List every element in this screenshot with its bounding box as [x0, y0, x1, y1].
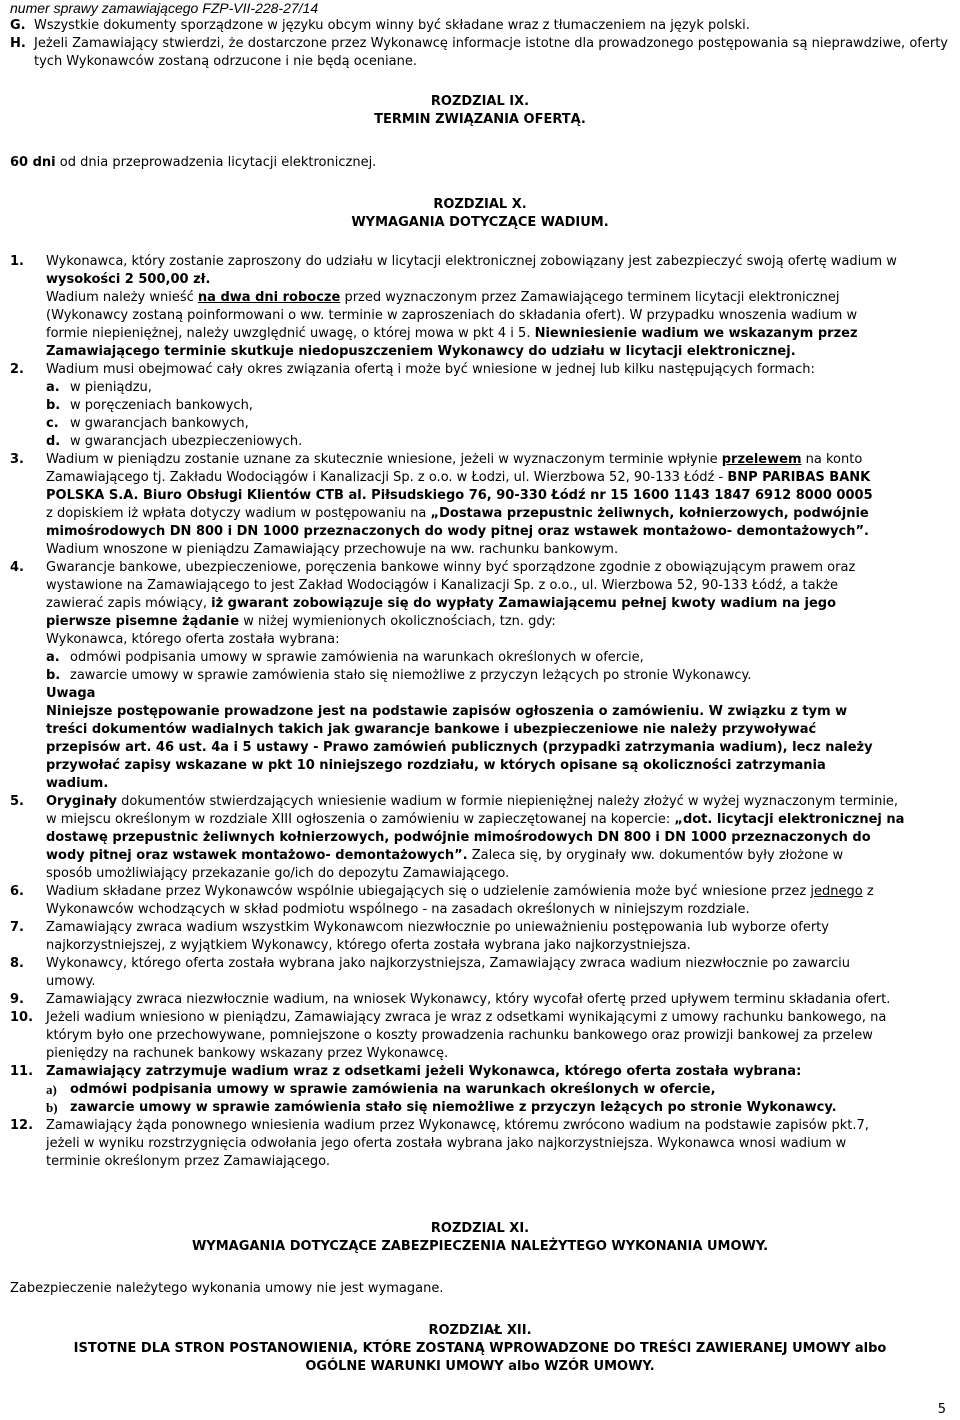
point-8-num: 8.	[10, 956, 24, 971]
point-5-line1	[46, 793, 898, 810]
point-10-line2: którym było one przechowywane, pomniejszone o koszty prowadzenia rachunku bankowego oraz prowizji bankowej za przelew	[46, 1028, 873, 1043]
point-6-line1-underline: jednego	[810, 884, 863, 899]
point-1-line6: Zamawiającego terminie skutkuje niedopuszczeniem Wykonawcy do udziału w licytacji elektronicznej.	[46, 344, 796, 359]
point-5-line4-b: Zaleca się, by oryginały ww. dokumentów były złożone w	[471, 848, 844, 863]
item-h-text: Jeżeli Zamawiający stwierdzi, że dostarczone przez Wykonawcę informacje istotne dla prowadzonego postępowania są nieprawdziwe, oferty tych Wykonawców zostaną odrzucone i nie będą oceniane.	[34, 36, 948, 69]
point-2d-text: w gwarancjach ubezpieczeniowych.	[70, 434, 303, 449]
point-3-line2-a: Zamawiającego tj. Zakładu Wodociągów i Kanalizacji Sp. z o.o. w Łodzi, ul. Wierzbowa 52, 90-133 Łódź -	[46, 470, 724, 485]
point-2c-text: w gwarancjach bankowych,	[70, 416, 249, 431]
point-4a-label: a.	[46, 650, 60, 665]
point-5-line2-b: „dot. licytacji elektronicznej na	[674, 812, 905, 827]
section-xi-text: Zabezpieczenie należytego wykonania umowy nie jest wymagane.	[10, 1281, 444, 1296]
point-6-num: 6.	[10, 884, 24, 899]
point-12-num: 12.	[10, 1118, 34, 1133]
point-4-line3	[46, 595, 836, 612]
point-4-line3-b: iż gwarant zobowiązuje się do wypłaty Zamawiającemu pełnej kwoty wadium na jego	[211, 596, 837, 611]
point-3-line4-a: z dopiskiem iż wpłata dotyczy wadium w postępowaniu na	[46, 506, 427, 521]
point-1-line4-a: (Wykonawcy zostaną poinformowani o ww. terminie w zaproszeniach do składania ofert).	[46, 308, 626, 323]
item-g-label: G.	[10, 18, 26, 33]
point-1-line3-underline: na dwa dni robocze	[197, 290, 341, 305]
point-12-line1: Zamawiający żąda ponownego wniesienia wadium przez Wykonawcę, któremu zwrócono wadium na podstawie zapisów pkt.7,	[46, 1118, 869, 1133]
point-2d-label: d.	[46, 434, 61, 449]
point-3-line1-a: Wadium w pieniądzu zostanie uznane za skutecznie wniesione, jeżeli w wyznaczonym terminie wpłynie	[46, 452, 718, 467]
section-xi-title: ROZDZIAL XI.	[430, 1221, 530, 1236]
point-2b-text: w poręczeniach bankowych,	[70, 398, 253, 413]
binding-period-days: 60 dni	[10, 155, 56, 170]
uwaga-line1: Niniejsze postępowanie prowadzone jest na podstawie zapisów ogłoszenia o zamówieniu. W związku z tym w	[46, 704, 848, 719]
point-5-line1-a: Oryginały	[46, 794, 118, 809]
uwaga-line4: przywołać zapisy wskazane w pkt 10 niniejszego rozdziału, w których opisane są okoliczności zatrzymania	[46, 758, 826, 773]
point-4-line2: wystawione na Zamawiającego to jest Zakład Wodociągów i Kanalizacji Sp. z o.o., ul. Wierzbowa 52, 90-133 Łódź, a także	[46, 578, 838, 593]
point-8-line2: umowy.	[46, 974, 96, 989]
point-3-line4	[46, 505, 869, 522]
point-1-line5-b: Niewniesienie wadium we wskazanym przez	[534, 326, 858, 341]
point-1-line5	[46, 325, 858, 342]
point-4-line3-a: zawierać zapis mówiący,	[46, 596, 207, 611]
point-2c-label: c.	[46, 416, 59, 431]
point-11a-text: odmówi podpisania umowy w sprawie zamówienia na warunkach określonych w ofercie,	[70, 1082, 716, 1097]
point-1-line2: wysokości 2 500,00 zł.	[46, 272, 211, 287]
point-11a-label: a)	[46, 1082, 57, 1097]
section-x-title: ROZDZIAL X.	[433, 197, 527, 212]
point-11b-text: zawarcie umowy w sprawie zamówienia stało się niemożliwe z przyczyn leżących po stronie Wykonawcy.	[70, 1100, 837, 1115]
point-11-line1: Zamawiający zatrzymuje wadium wraz z odsetkami jeżeli Wykonawca, którego oferta została wybrana:	[46, 1064, 802, 1079]
uwaga-line2: treści dokumentów wadialnych takich jak gwarancje bankowe i ubezpieczeniowe nie należy przywoływać	[46, 722, 817, 737]
point-6-line1-b: z	[866, 884, 874, 899]
uwaga-line5: wadium.	[46, 776, 109, 791]
page-number: 5	[937, 1402, 946, 1417]
point-1-line1: Wykonawca, który zostanie zaproszony do udziału w licytacji elektronicznej zobowiązany jest zabezpieczyć swoją ofertę wadium w	[46, 254, 897, 269]
point-3-bank: BNP PARIBAS BANK	[727, 470, 871, 485]
point-10-num: 10.	[10, 1010, 34, 1025]
point-4-line4-a: pierwsze pisemne żądanie	[46, 614, 240, 629]
point-12-line2: jeżeli w wyniku rozstrzygnięcia odwołania jego oferta została wybrana jako najkorzystniejsza. Wykonawca wnosi wadium w	[46, 1136, 847, 1151]
point-6-line1	[46, 883, 874, 900]
section-xi-subtitle: WYMAGANIA DOTYCZĄCE ZABEZPIECZENIA NALEŻYTEGO WYKONANIA UMOWY.	[191, 1239, 769, 1254]
point-10-line1: Jeżeli wadium wniesiono w pieniądzu, Zamawiający zwraca je wraz z odsetkami wynikającymi z umowy rachunku bankowego, na	[46, 1010, 887, 1025]
point-1-line3-a: Wadium należy wnieść	[46, 290, 194, 305]
point-5-num: 5.	[10, 794, 24, 809]
point-2b-label: b.	[46, 398, 61, 413]
point-1-line3	[46, 289, 839, 306]
point-2a-label: a.	[46, 380, 60, 395]
document-header: numer sprawy zamawiającego FZP-VII-228-27/14	[10, 0, 319, 16]
point-9-num: 9.	[10, 992, 24, 1007]
point-5-line2	[46, 811, 904, 828]
point-4-line5: Wykonawca, którego oferta została wybrana:	[46, 632, 340, 647]
point-3-transfer: przelewem	[721, 452, 802, 467]
point-3-line3: POLSKA S.A. Biuro Obsługi Klientów CTB al. Piłsudskiego 76, 90-330 Łódź nr 15 1600 1143 1847 6912 8000 0005	[46, 488, 873, 503]
point-1-line4	[46, 307, 857, 324]
point-3-line5: mimośrodowych DN 800 i DN 1000 przeznaczonych do wody pitnej oraz wstawek montażowo- demontażowych”.	[46, 524, 869, 539]
point-5-line3: dostawę przepustnic żeliwnych kołnierzowych, podwójnie mimośrodowych DN 800 i DN 1000 przeznaczonych do	[46, 830, 871, 845]
point-2-num: 2.	[10, 362, 24, 377]
point-6-line2: Wykonawców wchodzących w skład podmiotu wspólnego - na zasadach określonych w niniejszym rozdziale.	[46, 902, 750, 917]
point-3-line1	[46, 451, 862, 468]
point-6-line1-a: Wadium składane przez Wykonawców wspólnie ubiegających się o udzielenie zamówienia może być wniesione przez	[46, 884, 807, 899]
point-3-line1-b: na konto	[805, 452, 863, 467]
point-1-line4-b: W przypadku wnoszenia wadium w	[629, 308, 858, 323]
section-ix-title: ROZDZIAL IX.	[430, 94, 530, 109]
section-xii-title: ROZDZIAŁ XII.	[428, 1323, 532, 1338]
point-11-num: 11.	[10, 1064, 34, 1079]
point-3-line2	[46, 469, 870, 486]
point-5-line4	[46, 847, 843, 864]
point-5-line2-a: w miejscu określonym w rozdziale XIII ogłoszenia o zamówieniu w zapieczętowanej na kopercie:	[46, 812, 671, 827]
uwaga-label: Uwaga	[46, 686, 96, 701]
point-4a-text: odmówi podpisania umowy w sprawie zamówienia na warunkach określonych w ofercie,	[70, 650, 644, 665]
point-9-line1: Zamawiający zwraca niezwłocznie wadium, na wniosek Wykonawcy, który wycofał ofertę przed upływem terminu składania ofert.	[46, 992, 891, 1007]
section-ix-subtitle: TERMIN ZWIĄZANIA OFERTĄ.	[374, 112, 586, 127]
point-5-line4-a: wody pitnej oraz wstawek montażowo- demontażowych”.	[46, 848, 468, 863]
point-4-line4	[46, 613, 556, 630]
point-7-line1: Zamawiający zwraca wadium wszystkim Wykonawcom niezwłocznie po unieważnieniu postępowania lub wyborze oferty	[46, 920, 829, 935]
point-5-line5: sposób umożliwiający przekazanie go/ich do depozytu Zamawiającego.	[46, 866, 510, 881]
point-12-line3: terminie określonym przez Zamawiającego.	[46, 1154, 330, 1169]
point-4-line4-b: w niżej wymienionych okolicznościach, tzn. gdy:	[243, 614, 556, 629]
section-xii-line2: OGÓLNE WARUNKI UMOWY albo WZÓR UMOWY.	[305, 1359, 655, 1374]
point-2-text: Wadium musi obejmować cały okres związania ofertą i może być wniesione w jednej lub kilku następujących formach:	[46, 362, 815, 377]
point-4b-label: b.	[46, 668, 61, 683]
point-4-line1: Gwarancje bankowe, ubezpieczeniowe, poręczenia bankowe winny być sporządzone zgodnie z obowiązującym prawem oraz	[46, 560, 856, 575]
point-7-num: 7.	[10, 920, 24, 935]
point-8-line1: Wykonawcy, którego oferta została wybrana jako najkorzystniejsza, Zamawiający zwraca wadium niezwłocznie po zawarciu	[46, 956, 851, 971]
point-4b-text: zawarcie umowy w sprawie zamówienia stało się niemożliwe z przyczyn leżących po stronie Wykonawcy.	[70, 668, 752, 683]
point-1-num: 1.	[10, 254, 24, 269]
section-xii-line1: ISTOTNE DLA STRON POSTANOWIENIA, KTÓRE ZOSTANĄ WPROWADZONE DO TREŚCI ZAWIERANEJ UMOWY albo	[73, 1341, 887, 1356]
section-x-subtitle: WYMAGANIA DOTYCZĄCE WADIUM.	[351, 215, 609, 230]
item-g-text: Wszystkie dokumenty sporządzone w języku obcym winny być składane wraz z tłumaczeniem na język polski.	[34, 18, 750, 33]
binding-period-text: od dnia przeprowadzenia licytacji elektronicznej.	[59, 155, 377, 170]
point-7-line2: najkorzystniejszej, z wyjątkiem Wykonawcy, którego oferta została wybrana jako najkorzystniejsza.	[46, 938, 691, 953]
point-3-line4-b: „Dostawa przepustnic żeliwnych, kołnierzowych, podwójnie	[430, 506, 869, 521]
uwaga-line3: przepisów art. 46 ust. 4a i 5 ustawy - Prawo zamówień publicznych (przypadki zatrzymania wadium), lecz należy	[46, 740, 873, 755]
item-h-label: H.	[10, 36, 26, 51]
point-2a-text: w pieniądzu,	[70, 380, 152, 395]
point-1-line5-a: formie niepieniężnej, należy uwzględnić uwagę, o której mowa w pkt 4 i 5.	[46, 326, 531, 341]
point-10-line3: pieniędzy na rachunek bankowy wskazany przez Wykonawcę.	[46, 1046, 449, 1061]
point-4-num: 4.	[10, 560, 24, 575]
point-11b-label: b)	[46, 1100, 58, 1115]
binding-period	[10, 154, 376, 171]
point-3-line6: Wadium wnoszone w pieniądzu Zamawiający przechowuje na ww. rachunku bankowym.	[46, 542, 619, 557]
point-1-line3-b: przed wyznaczonym przez Zamawiającego terminem licytacji elektronicznej	[344, 290, 840, 305]
point-3-num: 3.	[10, 452, 24, 467]
point-5-line1-b: dokumentów stwierdzających wniesienie wadium w formie niepieniężnej należy złożyć w wyżej wyznaczonym terminie,	[121, 794, 899, 809]
